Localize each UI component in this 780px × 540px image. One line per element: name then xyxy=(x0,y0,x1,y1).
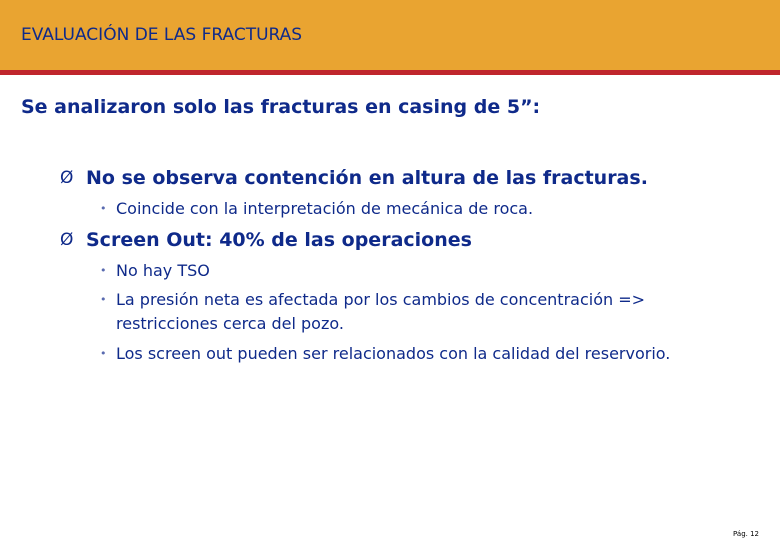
page-number: Pág. 12 xyxy=(733,530,759,538)
section-heading: Se analizaron solo las fracturas en casing de 5”: xyxy=(21,96,541,118)
dot-bullet-icon: • xyxy=(100,264,107,277)
sub-bullet-text: Coincide con la interpretación de mecánica de roca. xyxy=(116,199,534,218)
header-band xyxy=(0,0,780,70)
dot-bullet-icon: • xyxy=(100,202,107,215)
bullet-item-text: Screen Out: 40% de las operaciones xyxy=(86,229,472,251)
slide-title: EVALUACIÓN DE LAS FRACTURAS xyxy=(21,25,303,45)
sub-bullet-text: No hay TSO xyxy=(116,261,210,280)
sub-bullet-text: Los screen out pueden ser relacionados con la calidad del reservorio. xyxy=(116,344,671,363)
dot-bullet-icon: • xyxy=(100,347,107,360)
bullet-item-text: No se observa contención en altura de las fracturas. xyxy=(86,167,648,189)
sub-bullet-text: La presión neta es afectada por los cambios de concentración => restricciones cerca del pozo. xyxy=(116,290,646,333)
header-divider xyxy=(0,70,780,75)
arrow-bullet-icon: Ø xyxy=(60,230,74,250)
dot-bullet-icon: • xyxy=(100,293,107,306)
arrow-bullet-icon: Ø xyxy=(60,168,74,188)
